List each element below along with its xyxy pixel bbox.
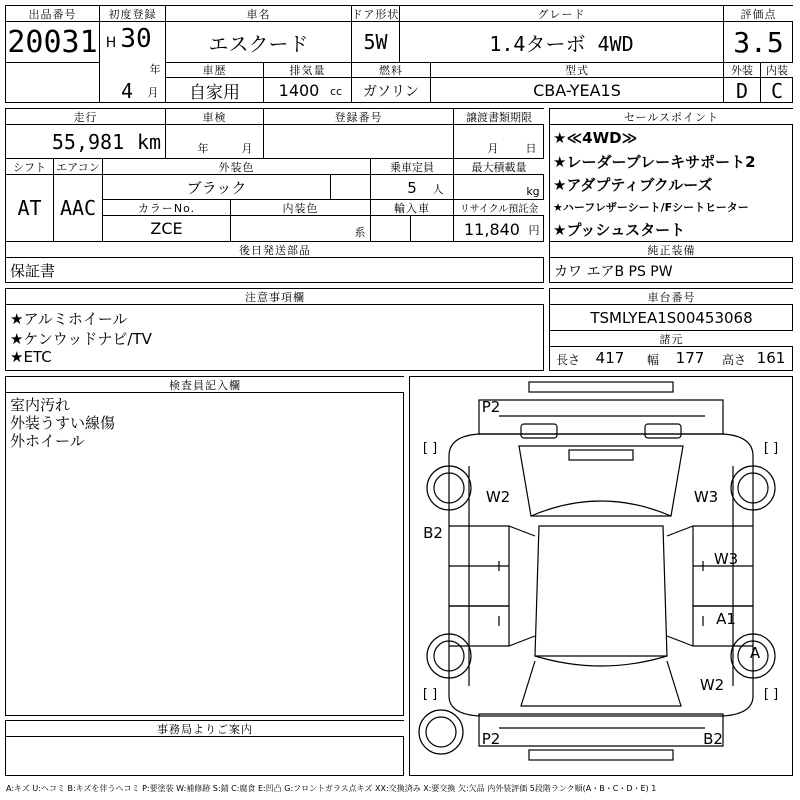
bracket: [ ] xyxy=(763,686,779,702)
sales-points-label: セールスポイント xyxy=(550,109,793,124)
fuel: ガソリン xyxy=(363,83,419,100)
sales-point: ★プッシュスタート xyxy=(553,220,686,239)
transfer-day-unit: 日 xyxy=(525,142,537,155)
ext-grade: D xyxy=(735,78,749,103)
history: 自家用 xyxy=(189,83,240,103)
damage-mark: A1 xyxy=(716,610,736,628)
model-label: 型式 xyxy=(431,63,723,77)
recycle-label: リサイクル預託金 xyxy=(454,200,544,215)
inspection-year-unit: 年 xyxy=(197,142,209,155)
intcolor-unit: 系 xyxy=(354,226,366,239)
reg-month: 4 xyxy=(120,80,134,102)
capacity: 5 xyxy=(407,179,417,197)
recycle-fee: 11,840 xyxy=(464,219,520,239)
displacement: 1400 xyxy=(278,81,320,100)
damage-mark: P2 xyxy=(481,730,501,748)
grade: 1.4ターボ 4WD xyxy=(489,31,634,56)
capacity-unit: 人 xyxy=(432,183,444,196)
month-unit: 月 xyxy=(147,86,159,99)
intcolor-label: 内装色 xyxy=(231,200,370,215)
damage-mark: P2 xyxy=(481,398,501,416)
damage-mark: A xyxy=(749,644,761,662)
dimensions-label: 諸元 xyxy=(550,331,793,346)
note-item: ★ケンウッドナビ/TV xyxy=(10,329,152,348)
model-code: CBA-YEA1S xyxy=(533,81,621,100)
note-item: ★アルミホイール xyxy=(10,309,128,328)
int-grade: C xyxy=(770,78,784,103)
reg-label: 初度登録 xyxy=(100,6,165,21)
mileage: 55,981 xyxy=(51,130,125,154)
inspector-label: 検査員記入欄 xyxy=(6,377,404,392)
car-name: エスクード xyxy=(208,31,309,56)
colorno-label: カラーNo. xyxy=(103,200,230,215)
chassis-number: TSMLYEA1S00453068 xyxy=(590,309,753,327)
transfer-month-unit: 月 xyxy=(487,142,499,155)
inspector-note: 室内汚れ xyxy=(10,396,71,414)
year-unit: 年 xyxy=(149,63,161,76)
body-color: ブラック xyxy=(186,179,247,197)
damage-mark: W2 xyxy=(486,488,510,506)
bracket: [ ] xyxy=(422,440,438,456)
regno-label: 登録番号 xyxy=(264,109,453,124)
load-label: 最大積載量 xyxy=(454,159,544,174)
fuel-label: 燃料 xyxy=(352,63,430,77)
height: 161 xyxy=(756,349,786,367)
shift: AT xyxy=(17,196,42,220)
bracket: [ ] xyxy=(763,440,779,456)
sales-point: ★レーダーブレーキサポート2 xyxy=(553,152,756,171)
damage-mark: B2 xyxy=(423,524,443,542)
car-diagram xyxy=(409,376,793,776)
air-con: AAC xyxy=(59,196,97,220)
score-label: 評価点 xyxy=(724,6,793,21)
length: 417 xyxy=(595,349,625,367)
sales-point: ★≪4WD≫ xyxy=(553,129,638,147)
sales-point: ★アダプティブクルーズ xyxy=(553,175,713,194)
door-label: ドア形状 xyxy=(352,7,399,21)
load-unit: kg xyxy=(526,184,540,198)
height-label: 高さ xyxy=(721,352,746,367)
width: 177 xyxy=(675,349,705,367)
length-label: 長さ xyxy=(556,352,581,367)
history-label: 車歴 xyxy=(166,63,263,77)
transfer-label: 譲渡書類期限 xyxy=(454,109,544,124)
later-parts-label: 後日発送部品 xyxy=(6,242,544,257)
notes-label: 注意事項欄 xyxy=(6,289,544,304)
bracket: [ ] xyxy=(422,686,438,702)
note-item: ★ETC xyxy=(10,348,52,366)
legend: A:キズ U:ヘコミ B:キズを伴うヘコミ P:要塗装 W:補修跡 S:錆 C:腐食 E:凹凸 G:フロントガラス点キズ XX:交換済み X:要交換 欠:欠品 内外装評価 5段階ランク順(A・B・C・D・E) 1 xyxy=(6,783,657,793)
damage-mark: W3 xyxy=(714,550,738,568)
equipment: カワ エアB PS PW xyxy=(554,263,673,280)
score: 3.5 xyxy=(733,25,784,59)
later-parts: 保証書 xyxy=(10,262,56,280)
grade-label: グレード xyxy=(400,6,723,21)
disp-label: 排気量 xyxy=(264,63,351,77)
door-type: 5W xyxy=(363,30,388,54)
inspection-month-unit: 月 xyxy=(241,142,253,155)
reg-year: 30 xyxy=(120,24,152,54)
damage-mark: W3 xyxy=(694,488,718,506)
int-label: 内装 xyxy=(761,63,793,77)
name-label: 車名 xyxy=(166,6,351,21)
equipment-label: 純正装備 xyxy=(550,242,793,257)
inspector-note: 外ホイール xyxy=(10,432,85,450)
shift-label: シフト xyxy=(6,159,53,174)
color-number: ZCE xyxy=(150,219,183,238)
damage-mark: W2 xyxy=(700,676,724,694)
color-label: 外装色 xyxy=(103,159,370,174)
ext-label: 外装 xyxy=(724,63,760,77)
recycle-unit: 円 xyxy=(528,224,540,237)
era: H xyxy=(105,35,117,51)
inspector-note: 外装うすい線傷 xyxy=(10,414,116,432)
ac-label: エアコン xyxy=(54,159,102,174)
inspection-label: 車検 xyxy=(166,109,263,124)
import-label: 輸入車 xyxy=(371,200,453,215)
capacity-label: 乗車定員 xyxy=(371,159,453,174)
mileage-label: 走行 xyxy=(6,109,165,124)
sales-point: ★ハーフレザーシート/Fシートヒーター xyxy=(553,201,749,214)
width-label: 幅 xyxy=(646,352,659,367)
mileage-unit: km xyxy=(136,130,162,154)
disp-unit: cc xyxy=(329,84,343,98)
lot-label: 出品番号 xyxy=(6,6,99,21)
chassis-label: 車台番号 xyxy=(550,289,793,304)
lot-number: 20031 xyxy=(7,24,98,60)
damage-mark: B2 xyxy=(703,730,723,748)
office-label: 事務局よりご案内 xyxy=(6,721,404,736)
